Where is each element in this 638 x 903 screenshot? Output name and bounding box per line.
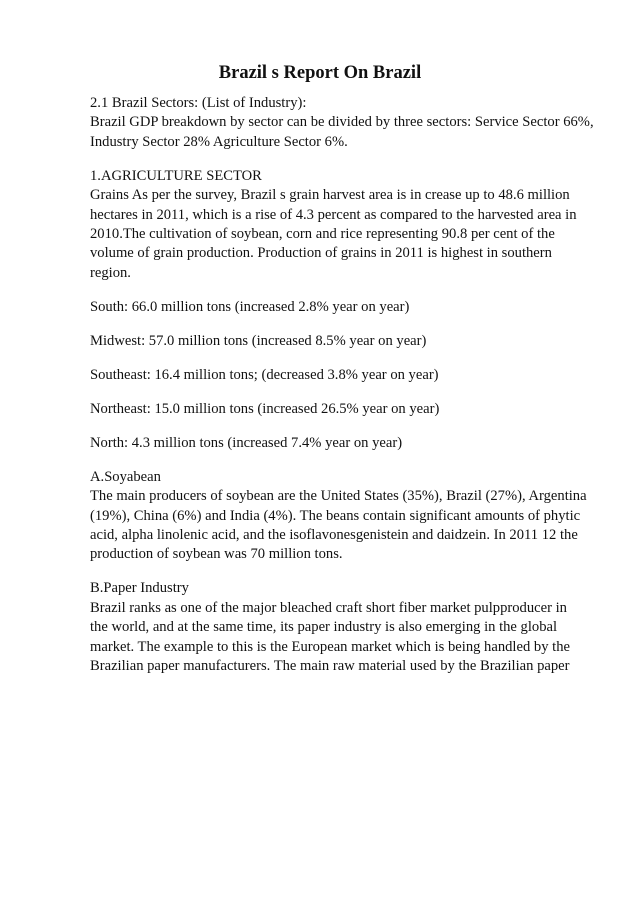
- paragraph-line: (19%), China (6%) and India (4%). The beans contain significant amounts of phytic: [90, 507, 581, 524]
- region-item-midwest: Midwest: 57.0 million tons (increased 8.5% year on year): [90, 332, 427, 349]
- soyabean-section: [90, 468, 610, 565]
- paragraph-line: Brazil ranks as one of the major bleached craft short fiber market pulpproducer in: [90, 599, 567, 616]
- document-title: Brazil s Report On Brazil: [218, 63, 422, 83]
- paragraph-line: market. The example to this is the European market which is being handled by the: [90, 638, 570, 655]
- paragraph-line: production of soybean was 70 million tons.: [90, 546, 343, 563]
- paragraph-line: volume of grain production. Production of grains in 2011 is highest in southern: [90, 245, 552, 262]
- paragraph-line: The main producers of soybean are the United States (35%), Brazil (27%), Argentina: [90, 488, 587, 505]
- intro-line: Industry Sector 28% Agriculture Sector 6%.: [90, 133, 348, 150]
- intro-line: Brazil GDP breakdown by sector can be divided by three sectors: Service Sector 66%,: [90, 114, 594, 131]
- region-item-northeast: Northeast: 15.0 million tons (increased 26.5% year on year): [90, 400, 440, 417]
- paragraph-line: region.: [90, 264, 131, 281]
- paragraph-line: the world, and at the same time, its paper industry is also emerging in the global: [90, 619, 558, 636]
- intro-line: 2.1 Brazil Sectors: (List of Industry):: [90, 95, 307, 111]
- paper-industry-section: [90, 579, 610, 676]
- regions-list: [90, 298, 610, 453]
- section-heading: B.Paper Industry: [90, 580, 189, 597]
- agriculture-section: [90, 167, 610, 283]
- document-page: [90, 62, 610, 677]
- region-item-southeast: Southeast: 16.4 million tons; (decreased 3.8% year on year): [90, 366, 439, 383]
- section-heading: A.Soyabean: [90, 468, 161, 485]
- paragraph-line: Grains As per the survey, Brazil s grain harvest area is in crease up to 48.6 million: [90, 187, 570, 204]
- region-item-south: South: 66.0 million tons (increased 2.8% year on year): [90, 298, 410, 315]
- section-heading: 1.AGRICULTURE SECTOR: [90, 167, 262, 184]
- paragraph-line: Brazilian paper manufacturers. The main raw material used by the Brazilian paper: [90, 658, 570, 675]
- paragraph-line: acid, alpha linolenic acid, and the isoflavonesgenistein and daidzein. In 2011 12 the: [90, 527, 578, 544]
- paragraph-line: hectares in 2011, which is a rise of 4.3 percent as compared to the harvested area in: [90, 206, 577, 223]
- intro-paragraph: [90, 94, 610, 152]
- region-item-north: North: 4.3 million tons (increased 7.4% year on year): [90, 434, 403, 451]
- paragraph-line: 2010.The cultivation of soybean, corn and rice representing 90.8 per cent of the: [90, 226, 555, 243]
